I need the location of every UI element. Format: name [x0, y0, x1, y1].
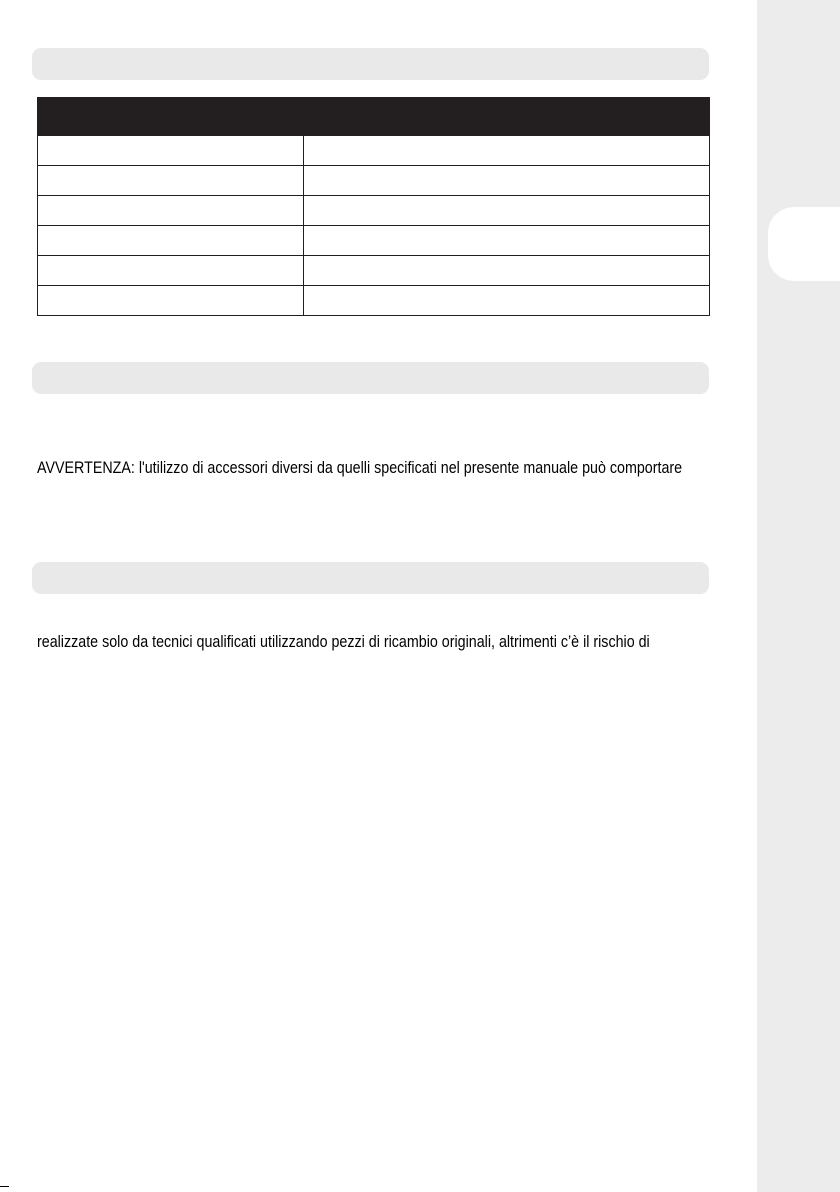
- language-tab: [768, 207, 840, 281]
- table-cell-label: [38, 256, 304, 286]
- service-section-bar: [32, 562, 709, 594]
- crop-mark: [0, 1186, 9, 1187]
- table-cell-value: [304, 166, 710, 196]
- table-cell-value: [304, 136, 710, 166]
- table-cell-label: [38, 196, 304, 226]
- table-cell-value: [304, 196, 710, 226]
- table-header-cell: [304, 98, 710, 136]
- table-row: [38, 226, 710, 256]
- table-header-row: [38, 98, 710, 136]
- table-cell-label: [38, 226, 304, 256]
- specifications-section-bar: [32, 48, 709, 80]
- table-row: [38, 196, 710, 226]
- service-text: realizzate solo da tecnici qualificati utilizzando pezzi di ricambio originali, altrimenti c’è il rischio di: [37, 632, 650, 651]
- warning-text: AVVERTENZA: l'utilizzo di accessori diversi da quelli specificati nel presente manuale può comportare: [37, 458, 683, 477]
- table-row: [38, 256, 710, 286]
- table-row: [38, 136, 710, 166]
- table-cell-value: [304, 226, 710, 256]
- table-cell-value: [304, 256, 710, 286]
- accessories-section-bar: [32, 362, 709, 394]
- table-header-cell: [38, 98, 304, 136]
- table-cell-label: [38, 136, 304, 166]
- specifications-table: [37, 97, 710, 316]
- table-cell-label: [38, 286, 304, 316]
- page-side-margin: [757, 0, 840, 1192]
- table-cell-value: [304, 286, 710, 316]
- table-cell-label: [38, 166, 304, 196]
- table-row: [38, 286, 710, 316]
- table-row: [38, 166, 710, 196]
